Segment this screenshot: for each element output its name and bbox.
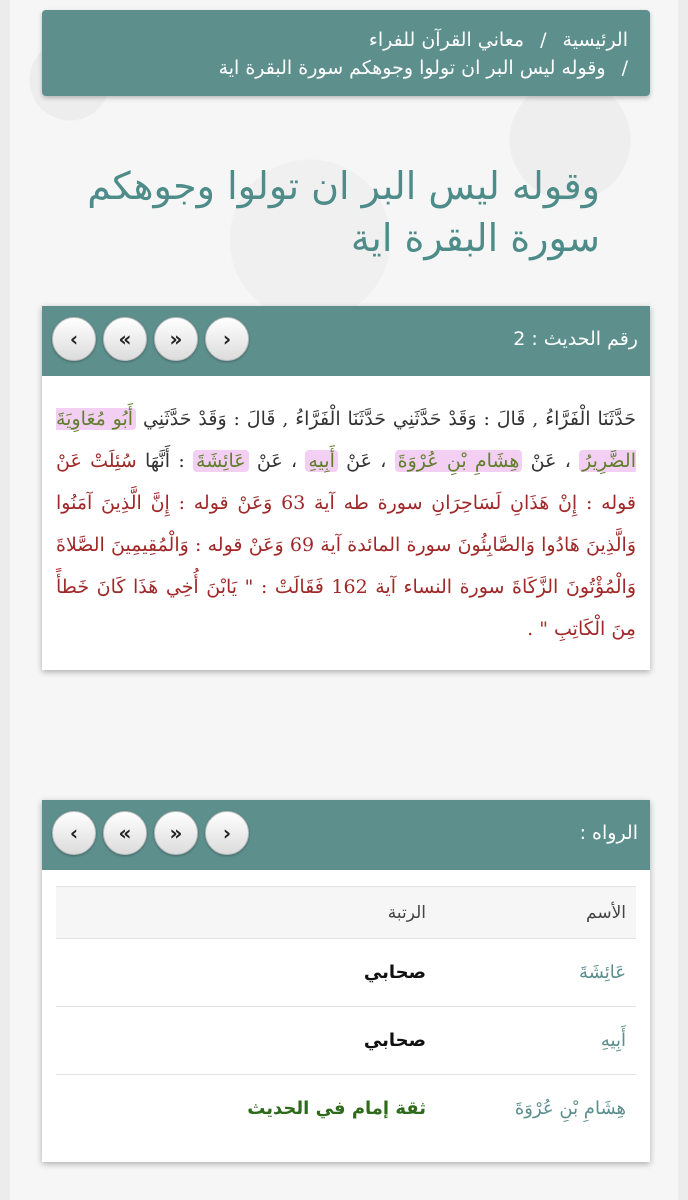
narrator-rank: صحابي <box>363 1030 426 1051</box>
table-row <box>56 938 636 1006</box>
narrator-name-link[interactable]: هِشَامِ بْنِ عُرْوَةَ <box>514 1098 626 1119</box>
breadcrumb-current: وقوله ليس البر ان تولوا وجوهكم سورة البقرة اية <box>218 57 606 79</box>
chevron-left-icon: ‹ <box>69 327 79 351</box>
hadith-panel <box>42 306 650 670</box>
page-title: وقوله ليس البر ان تولوا وجوهكم سورة البقرة اية <box>87 164 600 260</box>
narrator-rank: ثقة إمام في الحديث <box>247 1098 426 1119</box>
narrator-link[interactable]: عَائِشَةَ <box>193 450 249 472</box>
hadith-number: رقم الحديث : 2 <box>513 328 638 350</box>
table-row <box>56 1074 636 1142</box>
hadith-nav <box>52 317 249 361</box>
breadcrumb-book-link[interactable]: معاني القرآن للفراء <box>368 29 525 51</box>
breadcrumb-separator: / <box>621 57 628 79</box>
hadith-separator: ، عَنْ <box>337 450 395 472</box>
narrator-name-link[interactable]: أَبِيهِ <box>600 1030 626 1051</box>
hadith-separator: ، عَنْ <box>248 450 306 472</box>
prev-button[interactable] <box>103 317 147 361</box>
narrators-table <box>56 886 636 1142</box>
double-chevron-right-icon: » <box>169 821 183 845</box>
table-header <box>56 886 636 938</box>
table-row <box>56 1006 636 1074</box>
narrator-name-link[interactable]: عَائِشَةَ <box>579 962 626 983</box>
rank-column-header: الرتبة <box>387 902 426 923</box>
double-chevron-left-icon: « <box>118 821 132 845</box>
narrator-link[interactable]: أَبُو مُعَاوِيَةَ الضَّرِيرُ <box>56 408 636 472</box>
hadith-separator: : أَنَّهَا <box>136 450 194 472</box>
narrators-nav <box>52 811 249 855</box>
hadith-separator: ، عَنْ <box>522 450 580 472</box>
narrator-link[interactable]: أَبِيهِ <box>305 450 338 472</box>
last-button[interactable] <box>205 811 249 855</box>
breadcrumb-home-link[interactable]: الرئيسية <box>562 29 628 51</box>
chevron-right-icon: › <box>222 821 232 845</box>
double-chevron-left-icon: « <box>118 327 132 351</box>
hadith-matn: سُئِلَتْ عَنْ قوله : إِنْ هَذَانِ لَسَاحِرَانِ سورة طه آية 63 وَعَنْ قوله : إِنَّ الَّذِينَ آمَنُوا وَالَّذِينَ هَادُوا وَالصَّابِئُونَ سورة المائدة آية 69 وَعَنْ قوله : وَالْمُقِيمِينَ الصَّلاةَ وَالْمُؤْتُونَ الزَّكَاةَ سورة النساء آية 162 فَقَالَتْ : " يَابْنَ أُخِي هَذَا كَانَ خَطأً مِنَ الْكَاتِبِ " . <box>56 450 637 640</box>
name-column-header: الأسم <box>586 902 626 923</box>
breadcrumb <box>42 10 650 96</box>
hadith-text <box>42 376 650 670</box>
chevron-right-icon: › <box>222 327 232 351</box>
prev-button[interactable] <box>103 811 147 855</box>
first-button[interactable] <box>52 811 96 855</box>
narrator-rank: صحابي <box>363 962 426 983</box>
last-button[interactable] <box>205 317 249 361</box>
next-button[interactable] <box>154 811 198 855</box>
narrators-panel-header <box>42 800 650 870</box>
double-chevron-right-icon: » <box>169 327 183 351</box>
narrators-title: الرواه : <box>579 822 638 844</box>
narrator-link[interactable]: هِشَامِ بْنِ عُرْوَةَ <box>395 450 523 472</box>
first-button[interactable] <box>52 317 96 361</box>
breadcrumb-separator: / <box>540 29 547 51</box>
hadith-panel-header <box>42 306 650 376</box>
narrators-panel <box>42 800 650 1162</box>
hadith-intro: حَدَّثَنَا الْفَرَّاءُ , قَالَ : وَقَدْ حَدَّثَنِي حَدَّثَنَا الْفَرَّاءُ , قَالَ : وَقَدْ حَدَّثَنِي <box>142 408 636 430</box>
next-button[interactable] <box>154 317 198 361</box>
chevron-left-icon: ‹ <box>69 821 79 845</box>
